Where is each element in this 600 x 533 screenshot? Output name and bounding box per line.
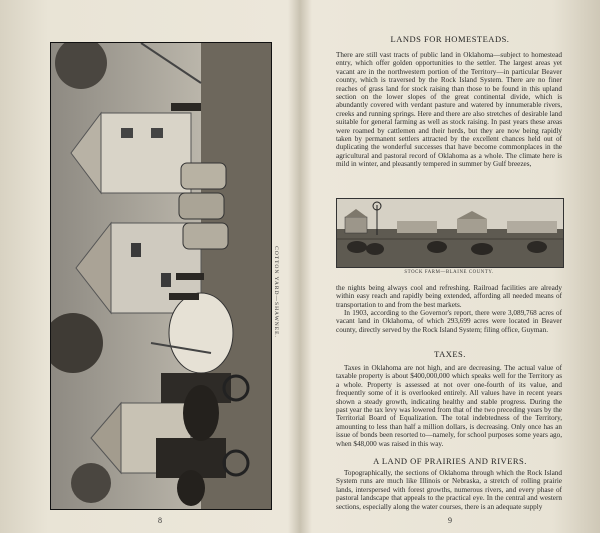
heading-prairies-and-rivers: A LAND OF PRAIRIES AND RIVERS.: [373, 456, 527, 466]
photo-caption: [268, 234, 282, 354]
stock-farm-photo: [336, 198, 564, 268]
farm-caption: STOCK FARM—BLAINE COUNTY.: [404, 270, 494, 275]
cotton-yard-photo: [50, 42, 272, 510]
paragraph-homesteads-1: There are still vast tracts of public land in Oklahoma—subject to homestead entry, which offer golden opportunities to the settler. The largest areas yet vacant are in the northwestern portion of the Territory—in particular Beaver county, which is traversed by the Rock Island System. There are no finer reaches of grass land for stock raising than those to be found in this upland section on the lower slopes of the great continental divide, which is abundantly covered with verdant pasture and watered by innumerable rivers, creeks and running springs. Here and there are also stretches of desirable land suitable for general farming as well as stock raising. In past years these areas were roamed by cattlemen and their herds, but they are now being rapidly taken by permanent settlers attracted by the excellent chances held out of duplicating the wonderful successes that have become commonplaces in the agricultural and pastoral record of Oklahoma as a whole. The climate here is mild in winter, and pleasantly tempered in summer by Gulf breezes,: [336, 51, 562, 169]
left-page: [6, 4, 294, 529]
page-number-right: 9: [448, 516, 452, 525]
paragraph-taxes: Taxes in Oklahoma are not high, and are decreasing. The actual value of taxable property is about $400,000,000 which speaks well for the Territory as a whole. Property is assessed at not over one-fourth of its value, and frequently some of it is overlooked entirely. All values have in recent years shown a steady growth, indicating healthy and stable progress. During the past year the tax levy was lowered from that of the two preceding years by the Territorial Board of Equalization. The total indebtedness of the Territory, amounting to less than half a million dollars, is decreasing. Only once has an issue of bonds been resorted to—namely, for school purposes some years ago, when $48,000 was raised in this way.: [336, 364, 562, 448]
paragraph-homesteads-2: the nights being always cool and refreshing. Railroad facilities are already within easy reach and rapidly being extended, affording all needed means of transportation to and from the best markets.: [336, 284, 562, 309]
page-number-left: 8: [158, 516, 162, 525]
photo-caption-text: COTTON YARD—SHAWNEE.: [273, 246, 279, 338]
paragraph-prairies: Topographically, the sections of Oklahoma through which the Rock Island System runs are much like Illinois or Nebraska, a stretch of rolling prairie lands, interspersed with forest growths, numerous rivers, and every phase of pastoral landscape that appeals to the practical eye. In the central and western sections, especially along the water courses, there is an adequate supply: [336, 469, 562, 511]
stock-farm-illustration: [337, 199, 563, 267]
heading-lands-for-homesteads: LANDS FOR HOMESTEADS.: [390, 34, 510, 44]
cotton-yard-illustration: [51, 43, 271, 509]
paragraph-homesteads-3: In 1903, according to the Governor's report, there were 3,089,768 acres of vacant land in Oklahoma, of which 293,699 acres were located in Beaver county, directly served by the Rock Island System; filing office, Guyman.: [336, 309, 562, 334]
heading-taxes: TAXES.: [434, 349, 466, 359]
right-page: [306, 4, 594, 529]
